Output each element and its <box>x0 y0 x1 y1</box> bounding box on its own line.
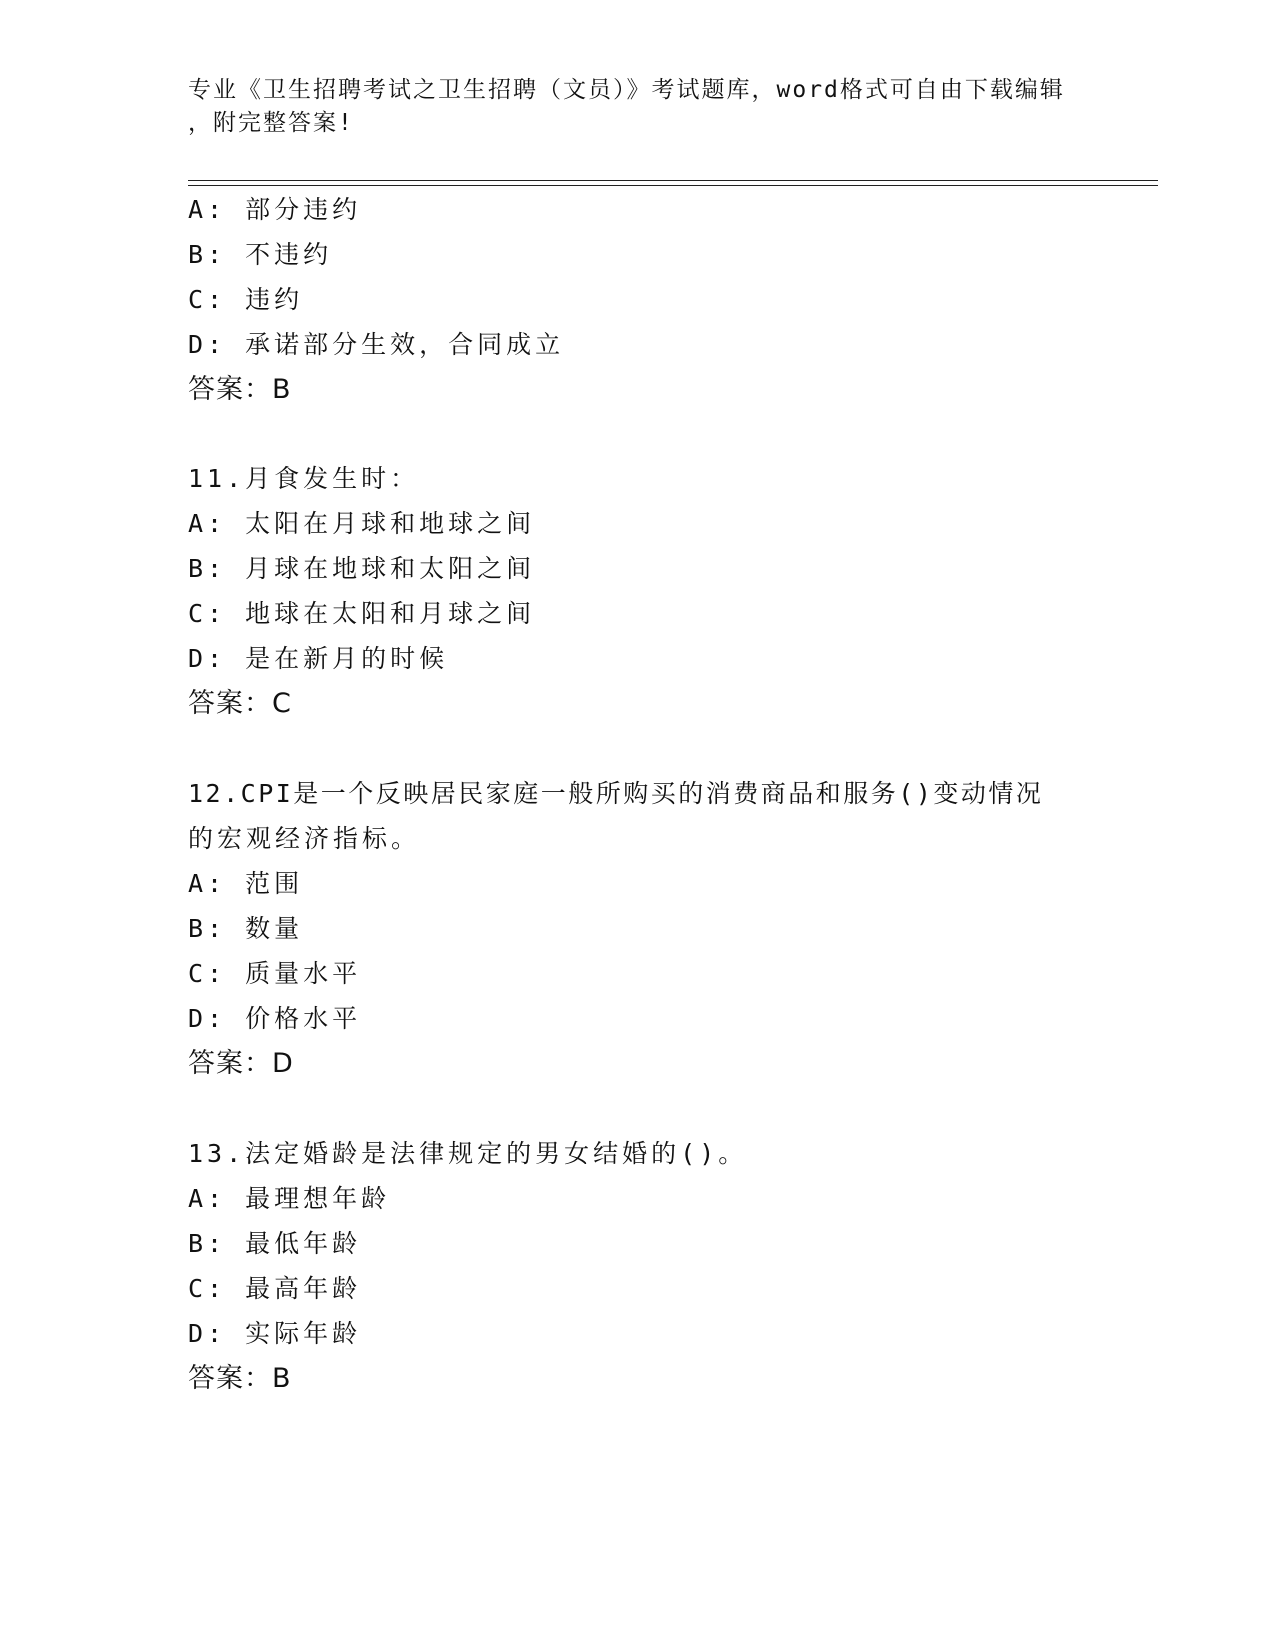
q13-question: 13.法定婚龄是法律规定的男女结婚的()。 <box>188 1139 748 1168</box>
q11-option-b: B: 月球在地球和太阳之间 <box>188 554 536 583</box>
q11-option-a: A: 太阳在月球和地球之间 <box>188 509 536 538</box>
q11-question: 11.月食发生时： <box>188 464 420 493</box>
header-divider-top <box>188 180 1158 181</box>
q13-option-d: D: 实际年龄 <box>188 1319 362 1348</box>
q12-option-a: A: 范围 <box>188 869 304 898</box>
q10-answer: 答案：B <box>188 374 292 405</box>
q13-option-a: A: 最理想年龄 <box>188 1184 391 1213</box>
q13-answer: 答案：B <box>188 1363 292 1394</box>
q13-option-c: C: 最高年龄 <box>188 1274 362 1303</box>
q11-option-d: D: 是在新月的时候 <box>188 644 449 673</box>
q13-option-b: B: 最低年龄 <box>188 1229 362 1258</box>
q12-option-c: C: 质量水平 <box>188 959 362 988</box>
q12-answer: 答案：D <box>188 1048 294 1079</box>
q12-option-d: D: 价格水平 <box>188 1004 362 1033</box>
q10-option-b: B: 不违约 <box>188 240 333 269</box>
q12-question-line-1: 12.CPI是一个反映居民家庭一般所购买的消费商品和服务()变动情况 <box>188 779 1044 808</box>
header-divider-bottom <box>188 185 1158 186</box>
q10-option-c: C: 违约 <box>188 285 304 314</box>
q11-option-c: C: 地球在太阳和月球之间 <box>188 599 536 628</box>
q10-option-d: D: 承诺部分生效，合同成立 <box>188 330 565 359</box>
q12-question-line-2: 的宏观经济指标。 <box>188 824 421 853</box>
document-header <box>188 74 1068 140</box>
q10-option-a: A: 部分违约 <box>188 195 362 224</box>
q11-answer: 答案：C <box>188 688 292 719</box>
q12-option-b: B: 数量 <box>188 914 304 943</box>
header-line-1: 专业《卫生招聘考试之卫生招聘（文员）》考试题库，word格式可自由下载编辑 <box>188 77 1065 103</box>
header-line-2: ，附完整答案! <box>188 110 354 136</box>
